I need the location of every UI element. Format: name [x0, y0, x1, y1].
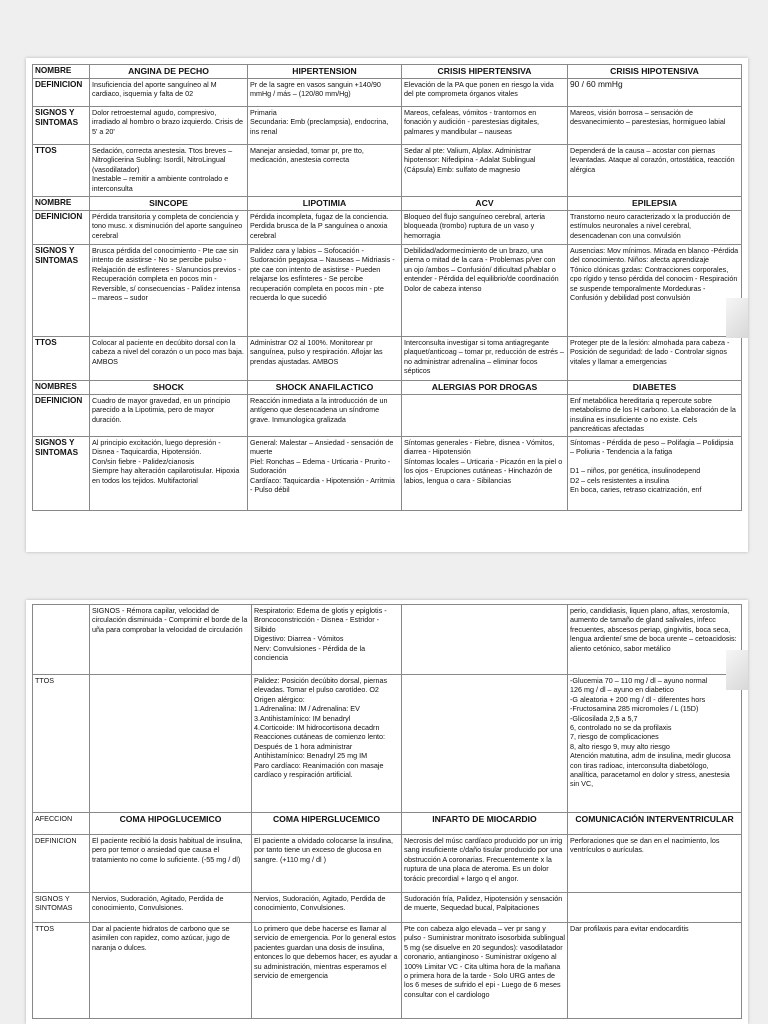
table-cell: Enf metabólica hereditaria q repercute sobre metabolismo de los H carbono. La elaboración de la insulina es insuficiente o no existe. Cels pancreáticas afectadas	[568, 395, 742, 437]
table-cell: Reacción inmediata a la introducción de un antígeno que desencadena un síndrome grave. Inmunologica gralizada	[248, 395, 402, 437]
page-curl-decoration	[726, 650, 748, 690]
table-cell: El paciente a olvidado colocarse la insulina, por tanto tiene un exceso de glucosa en sangre. (+110 mg / dl )	[252, 835, 402, 893]
table-cell: Transtorno neuro caracterizado x la producción de estímulos neuronales a nivel cerebral, desencadenan con una convulsión	[568, 211, 742, 245]
table-cell: Necrosis del músc cardíaco producido por un irrig sang insuficiente c/daño tisular producido por una obstrucción A coronarias. Frecuentemente x la ruptura de una placa de ateroma. Es un dolor torácic precordial + largo q el angor.	[402, 835, 568, 893]
table-cell	[402, 395, 568, 437]
table-header-row	[33, 197, 742, 211]
table-cell: Interconsulta investigar si toma antiagregante plaquet/anticoag – tomar pr, reducción de estrés – no administrar adrenalina – eliminar focos sépticos	[402, 337, 568, 381]
table-cell	[568, 893, 742, 923]
table-row	[33, 605, 742, 675]
column-header: ANGINA DE PECHO	[90, 65, 248, 79]
table-cell: Ausencias: Mov mínimos. Mirada en blanco -Pérdida del conocimiento. Niños: afecta aprendizaje Tónico clónicas gzdas: Contracciones corporales, cpo rígido y tenso pérdida del conocim - Respiración se suspende temporalmente Mordeduras - Confusión y debilidad post convulsión	[568, 245, 742, 337]
table-cell: Colocar al paciente en decúbito dorsal con la cabeza a nivel del corazón o un poco mas baja. AMBOS	[90, 337, 248, 381]
column-header: ACV	[402, 197, 568, 211]
table-cell: Palidez: Posición decúbito dorsal, piernas elevadas. Tomar el pulso carotídeo. O2 Origen alérgico: 1.Adrenalina: IM / Adrenalina: EV 3.Antihistamínico: IM benadryl 4.Corticoide: IM hidrocortisona decadrn Reacciones cutáneas de comienzo lento: Después de 1 hora administrar Antihistamínico: Benadryl 25 mg IM Paro cardíaco: Reanimación con masaje cardíaco y respiración artificial.	[252, 675, 402, 813]
table-cell	[402, 605, 568, 675]
table-cell: El paciente recibió la dosis habitual de insulina, pero por temor o ansiedad que causa el tratamiento no come lo suficiente. (-55 mg / dl)	[90, 835, 252, 893]
table-cell: Pr de la sagre en vasos sanguin +140/90 mmHg / más – (120/80 mm/Hg)	[248, 79, 402, 107]
table-cell: Sedación, correcta anestesia. Ttos breves – Nitroglicerina Subling: Isordil, NitroLingual (vasodilatador) Inestable – remitir a ambiente controlado e interconsulta	[90, 145, 248, 197]
column-header: INFARTO DE MIOCARDIO	[402, 813, 568, 835]
table-cell: Cuadro de mayor gravedad, en un principio parecido a la Lipotimia, pero de mayor duración.	[90, 395, 248, 437]
column-header: EPILEPSIA	[568, 197, 742, 211]
table-cell: Respiratorio: Edema de glotis y epiglotis - Broncoconstricción - Disnea - Estridor - Silbido Digestivo: Diarrea - Vómitos Nerv: Convulsiones - Pérdida de la conciencia	[252, 605, 402, 675]
table-row	[33, 337, 742, 381]
table-row	[33, 145, 742, 197]
row-label: SIGNOS Y SINTOMAS	[33, 437, 90, 511]
page-curl-decoration	[726, 298, 748, 338]
table-cell: Bloqueo del flujo sanguíneo cerebral, arteria bloqueada (trombo) ruptura de un vaso y hemorragia	[402, 211, 568, 245]
table-cell: General: Malestar – Ansiedad - sensación de muerte Piel: Ronchas – Edema - Urticaria - Prurito - Sudoración Cardíaco: Taquicardia - Hipotensión - Arritmia - Pulso débil	[248, 437, 402, 511]
table-row	[33, 893, 742, 923]
table-cell: Primaria Secundaria: Emb (preclampsia), endocrina, ins renal	[248, 107, 402, 145]
column-header: CRISIS HIPOTENSIVA	[568, 65, 742, 79]
table-cell: Dar profilaxis para evitar endocarditis	[568, 923, 742, 1019]
table-cell: Al principio excitación, luego depresión - Disnea - Taquicardia, Hipotensión. Con/sin fiebre - Palidez/cianosis Siempre hay alteración capilarotisular. Hipoxia en todos los tejidos. Multifactorial	[90, 437, 248, 511]
table-row	[33, 395, 742, 437]
table-header-row	[33, 381, 742, 395]
table-cell: Debilidad/adormecimiento de un brazo, una pierna o mitad de la cara - Problemas p/ver con un ojo /ambos – Confusión/ dificultad p/hablar o entender - Pérdida del equilibrio/de coordinación Dolor de cabeza intenso	[402, 245, 568, 337]
table-row	[33, 211, 742, 245]
table-cell: Elevación de la PA que ponen en riesgo la vida del pte comprometa órganos vitales	[402, 79, 568, 107]
table-row	[33, 79, 742, 107]
row-label: SIGNOS Y SINTOMAS	[33, 107, 90, 145]
table-cell: Mareos, cefaleas, vómitos - trantornos en fonación y audición - parestesias digitales, palmares y mandibular – nauseas	[402, 107, 568, 145]
document-page-1	[26, 58, 748, 552]
header-label: NOMBRE	[33, 197, 90, 211]
table-cell: Proteger pte de la lesión: almohada para cabeza - Posición de seguridad: de lado - Controlar signos vitales y llamar a emergencias	[568, 337, 742, 381]
table-cell: Síntomas - Pérdida de peso – Polifagia – Polidipsia – Poliuria - Tendencia a la fatiga D1 – niños, por genética, insulinodepend D2 – cels resistentes a insulina En boca, caries, retraso cicatrización, enf	[568, 437, 742, 511]
column-header: LIPOTIMIA	[248, 197, 402, 211]
table-cell: Pte con cabeza algo elevada – ver pr sang y pulso - Suministrar monitrato isosorbida sublingual 5 mg (se disuelve en 20 segundos): vasodilatador coronario, antianginoso - Suministrar oxígeno al 100% Limitar VC - Cita ultima hora de la mañana o primera hora de la tarde - Solo URG antes de los 6 meses de sufrido el epi - Luego de 6 meses consultar con el cardiologo	[402, 923, 568, 1019]
table-cell: 90 / 60 mmHg	[568, 79, 742, 107]
table-cell: Insuficiencia del aporte sanguíneo al M cardiaco, isquemia y falta de 02	[90, 79, 248, 107]
column-header: SINCOPE	[90, 197, 248, 211]
table-row	[33, 245, 742, 337]
column-header: COMA HIPOGLUCEMICO	[90, 813, 252, 835]
table-cell: Brusca pérdida del conocimiento - Pte cae sin intento de asistirse - No se percibe pulso - Relajación de esfínteres - S/anuncios previos - Recuperación completa en pocos min - Reversible, s/ consecuencias - Palidez intensa – mareos – sudor	[90, 245, 248, 337]
row-label: TTOS	[33, 675, 90, 813]
table-cell: Administrar O2 al 100%. Monitorear pr sanguínea, pulso y respiración. Aflojar las prendas ajustadas. AMBOS	[248, 337, 402, 381]
table-cell: Perforaciones que se dan en el nacimiento, los ventrículos o aurículas.	[568, 835, 742, 893]
table-cell: Lo primero que debe hacerse es llamar al servicio de emergencia. Por lo general estos pacientes guardan una dosis de insulina, entonces lo que debemos hacer, es ayudar a su administración, mientras esperamos el servicio de emergencia	[252, 923, 402, 1019]
row-label	[33, 605, 90, 675]
emergencies-table-2	[32, 604, 742, 1019]
table-row	[33, 107, 742, 145]
table-row	[33, 923, 742, 1019]
row-label: TTOS	[33, 923, 90, 1019]
row-label: DEFINICION	[33, 835, 90, 893]
table-cell: Sudoración fría, Palidez, Hipotensión y sensación de muerte, Sequedad bucal, Palpitaciones	[402, 893, 568, 923]
row-label: DEFINICION	[33, 79, 90, 107]
table-cell: Dependerá de la causa – acostar con piernas levantadas. Ataque al corazón, ortostática, reacción alérgica	[568, 145, 742, 197]
header-label: NOMBRE	[33, 65, 90, 79]
table-row	[33, 675, 742, 813]
table-cell: -Glucemia 70 – 110 mg / dl – ayuno normal 126 mg / dl – ayuno en diabetico -G aleatoria + 200 mg / dl - diferentes hors -Fructosamina 285 micromoles / L (15D) -Glicosilada 2,5 a 5,7 6, controlado no se da profilaxis 7, riesgo de complicaciones 8, alto riesgo 9, muy alto riesgo Atención matutina, adm de insulina, medir glucosa con tiras radioac, interconsulta diabetólogo, analítica, paracetamol en dolor y stress, anestesia sin VC,	[568, 675, 742, 813]
table-cell: Mareos, visión borrosa – sensación de desvanecimiento – parestesias, hormigueo labial	[568, 107, 742, 145]
row-label: SIGNOS Y SINTOMAS	[33, 893, 90, 923]
table-row	[33, 835, 742, 893]
column-header: SHOCK ANAFILACTICO	[248, 381, 402, 395]
table-header-row	[33, 813, 742, 835]
column-header: COMA HIPERGLUCEMICO	[252, 813, 402, 835]
table-cell	[402, 675, 568, 813]
table-cell: perio, candidiasis, liquen plano, aftas, xerostomía, aumento de tamaño de gland salivales, infecc frecuentes, abscesos periap, gingivitis, boca seca, lengua ardiente/ sme de boca urente – cetoacidosis: aliento cetónico, sabor metálico	[568, 605, 742, 675]
row-label: TTOS	[33, 145, 90, 197]
table-cell: Dar al paciente hidratos de carbono que se asimilen con rapidez, como azúcar, jugo de naranja o dulces.	[90, 923, 252, 1019]
table-cell: Manejar ansiedad, tomar pr, pre tto, medicación, anestesia correcta	[248, 145, 402, 197]
column-header: DIABETES	[568, 381, 742, 395]
row-label: TTOS	[33, 337, 90, 381]
table-cell: Palidez cara y labios – Sofocación - Sudoración pegajosa – Nauseas – Midriasis - pte cae con intento de asistirse - Pueden relajarse los esfínteres - Se percibe recuperación completa en pocos min - pte recuerda lo que sucedió	[248, 245, 402, 337]
row-label: DEFINICION	[33, 211, 90, 245]
emergencies-table-1	[32, 64, 742, 511]
header-label: NOMBRES	[33, 381, 90, 395]
column-header: ALERGIAS POR DROGAS	[402, 381, 568, 395]
header-label: AFECCION	[33, 813, 90, 835]
document-page-2	[26, 600, 748, 1024]
column-header: CRISIS HIPERTENSIVA	[402, 65, 568, 79]
table-cell: Pérdida transitoria y completa de conciencia y tono musc. x disminución del aporte sanguíneo cerebral	[90, 211, 248, 245]
table-header-row	[33, 65, 742, 79]
table-cell: Síntomas generales - Fiebre, disnea - Vómitos, diarrea - Hipotensión Síntomas locales – Urticaria - Picazón en la piel o los ojos - Erupciones cutáneas - Hinchazón de labios, lengua o cara - Sibilancias	[402, 437, 568, 511]
table-cell: SIGNOS - Rémora capilar, velocidad de circulación disminuida - Comprimir el borde de la uña para comprobar la velocidad de circulación	[90, 605, 252, 675]
column-header: HIPERTENSION	[248, 65, 402, 79]
row-label: DEFINICION	[33, 395, 90, 437]
column-header: SHOCK	[90, 381, 248, 395]
table-cell	[90, 675, 252, 813]
table-cell: Nervios, Sudoración, Agitado, Perdida de conocimiento, Convulsiones.	[252, 893, 402, 923]
row-label: SIGNOS Y SINTOMAS	[33, 245, 90, 337]
table-cell: Pérdida incompleta, fugaz de la conciencia. Perdida brusca de la P sanguínea o anoxia cerebral	[248, 211, 402, 245]
table-cell: Sedar al pte: Valium, Alplax. Administrar hipotensor: Nifedipina - Adalat Sublingual (Cápsula) Emb: sulfato de magnesio	[402, 145, 568, 197]
table-cell: Nervios, Sudoración, Agitado, Perdida de conocimiento, Convulsiones.	[90, 893, 252, 923]
column-header: COMUNICACIÓN INTERVENTRICULAR	[568, 813, 742, 835]
table-cell: Dolor retroesternal agudo, compresivo, irradiado al hombro o brazo izquierdo. Crisis de 5' a 20'	[90, 107, 248, 145]
table-row	[33, 437, 742, 511]
